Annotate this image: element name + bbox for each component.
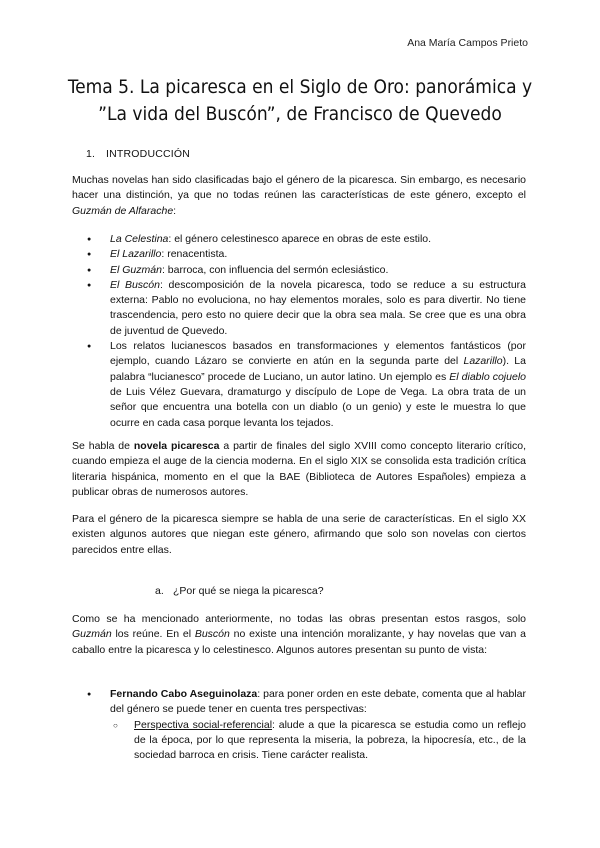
subsection-letter: a. <box>155 585 164 597</box>
authors-list <box>86 687 526 763</box>
list-item: ● El Buscón: descomposición de la novela picaresca, todo se reduce a su estructura externa: Pablo no evoluciona, no hay elementos morales, solo es para divertir. No tiene trascendencia, pero esto no quiere decir que la obra sea mala. Se cree que es una obra de juventud de Quevedo. <box>86 278 526 339</box>
list-item: ● La Celestina: el género celestinesco aparece en obras de este estilo. <box>86 232 526 247</box>
guzman-title: Guzmán de Alfarache <box>72 204 174 217</box>
perspectives-list <box>110 718 526 764</box>
subsection-label: ¿Por qué se niega la picaresca? <box>173 585 324 597</box>
section-label: INTRODUCCIÓN <box>106 148 191 160</box>
paragraph-caracteristicas: Para el género de la picaresca siempre se habla de una serie de características. En el siglo XX existen algunos autores que niegan este género, afirmando que solo son novelas con ciertos parecidos entre ellas. <box>72 513 526 556</box>
section-number: 1. <box>86 148 96 160</box>
section-heading-introduccion <box>86 148 190 160</box>
paragraph-novela-picaresca: Se habla de novela picaresca a partir de finales del siglo XVIII como concepto literario crítico, cuando empieza el auge de la ciencia moderna. En el siglo XIX se consolida esta tradición crítica literaria hispánica, momento en el que la BAE (Biblioteca de Autores Españoles) empieza a publicar obras de numerosos autores. <box>72 440 527 498</box>
intro-paragraph: Muchas novelas han sido clasificadas bajo el género de la picaresca. Sin embargo, es necesario hacer una distinción, ya que no todas reúnen las características de este género, excepto el Guzmán de Alfarache: <box>72 174 526 217</box>
list-item: ● El Lazarillo: renacentista. <box>86 247 526 262</box>
author-name: Fernando Cabo Aseguinolaza <box>110 688 258 700</box>
list-item: ● Fernando Cabo Aseguinolaza: para poner orden en este debate, comenta que al hablar del género se puede tener en cuenta tres perspectivas: ○ Perspectiva social-referencial: alude a que la picaresca se estudia como un reflejo de la época, por lo que representa la miseria, la pobreza, la hipocresía, etc., de la sociedad barroca en crisis. Tiene carácter realista. <box>86 687 526 763</box>
subsection-heading <box>155 585 324 597</box>
works-list <box>86 232 526 431</box>
author-header: Ana María Campos Prieto <box>407 37 528 49</box>
list-item: ● El Guzmán: barroca, con influencia del sermón eclesiástico. <box>86 263 526 278</box>
list-item: ○ Perspectiva social-referencial: alude a que la picaresca se estudia como un reflejo de la época, por lo que representa la miseria, la pobreza, la hipocresía, etc., de la sociedad barroca en crisis. Tiene carácter realista. <box>110 718 526 764</box>
paragraph-rasgos: Como se ha mencionado anteriormente, no todas las obras presentan estos rasgos, solo Guzmán los reúne. En el Buscón no existe una intención moralizante, y hay novelas que van a caballo entre la picaresca y lo celestinesco. Algunos autores presentan su punto de vista: <box>72 613 526 656</box>
document-title: Tema 5. La picaresca en el Siglo de Oro: panorámica y ”La vida del Buscón”, de Francisco de Quevedo <box>67 76 533 125</box>
list-item: ● Los relatos lucianescos basados en transformaciones y elementos fantásticos (por ejemplo, cuando Lázaro se convierte en atún en la segunda parte del Lazarillo). La palabra “lucianesco” procede de Luciano, un autor latino. Un ejemplo es El diablo cojuelo de Luis Vélez Guevara, dramaturgo y discípulo de Lope de Vega. La obra trata de un señor que encuentra una botella con un diablo (o un genio) y este le muestra lo que ocurre en cada casa porque levanta los tejados. <box>86 339 526 431</box>
